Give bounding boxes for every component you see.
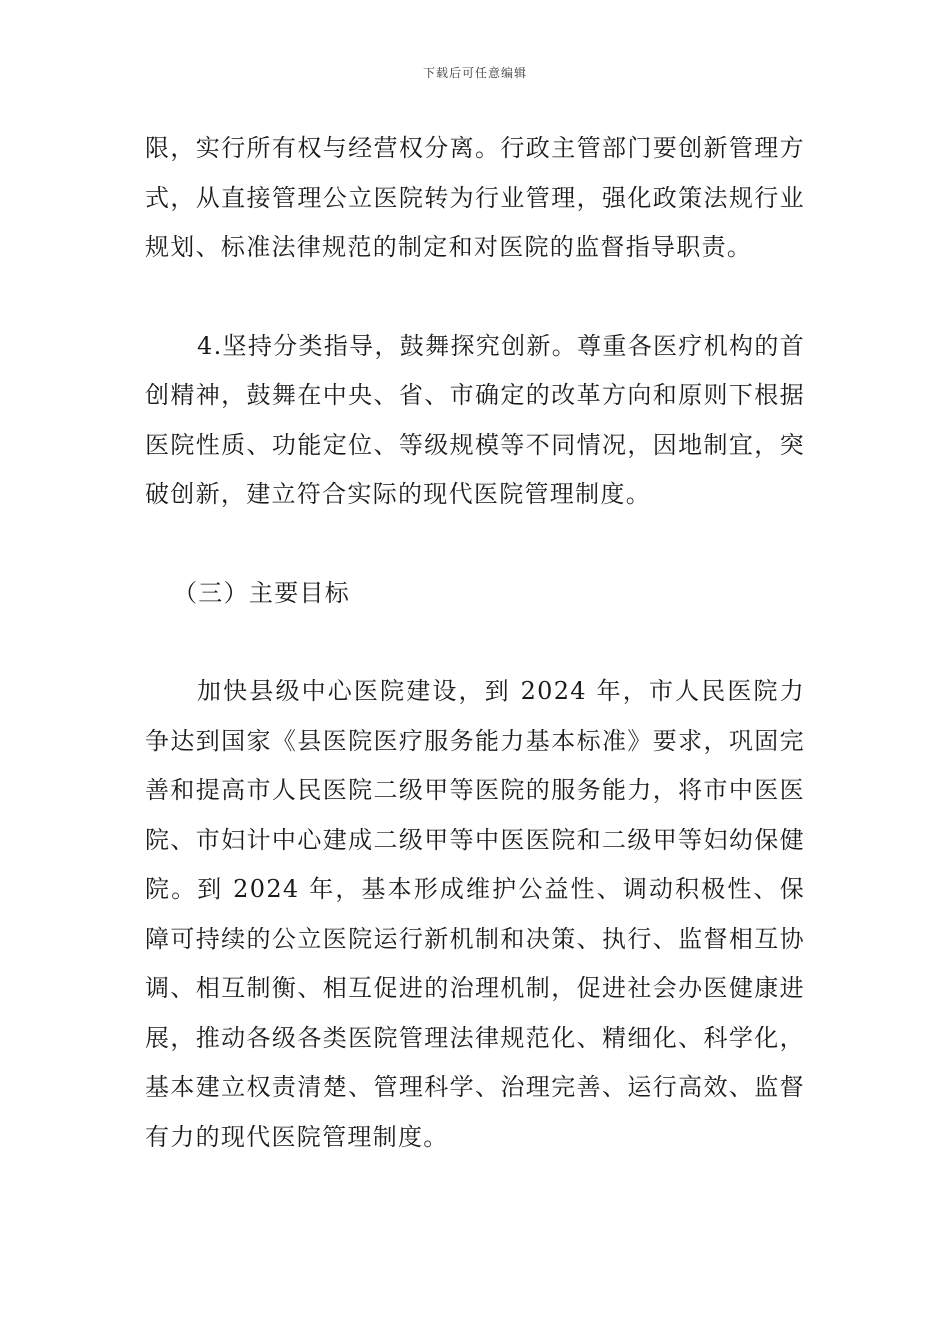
document-body (145, 124, 805, 1162)
paragraph-gap (145, 520, 805, 569)
paragraph-continuation: 限，实行所有权与经营权分离。行政主管部门要创新管理方式，从直接管理公立医院转为行业管理，强化政策法规行业规划、标准法律规范的制定和对医院的监督指导职责。 (145, 134, 805, 261)
paragraph-gap (145, 618, 805, 667)
paragraph-main-goals: 加快县级中心医院建设，到 2024 年，市人民医院力争达到国家《县医院医疗服务能力基本标准》要求，巩固完善和提高市人民医院二级甲等医院的服务能力，将市中医医院、市妇计中心建成二级甲等中医医院和二级甲等妇幼保健院。到 2024 年，基本形成维护公益性、调动积极性、保障可持续的公立医院运行新机制和决策、执行、监督相互协调、相互制衡、相互促进的治理机制，促进社会办医健康进展，推动各级各类医院管理法律规范化、精细化、科学化，基本建立权责清楚、管理科学、治理完善、运行高效、监督有力的现代医院管理制度。 (145, 677, 805, 1151)
paragraph-gap (145, 273, 805, 322)
section-heading-main-goals: （三）主要目标 (173, 578, 351, 607)
page-header-note: 下载后可任意编辑 (422, 66, 527, 80)
paragraph-item-4: 4.坚持分类指导，鼓舞探究创新。尊重各医疗机构的首创精神，鼓舞在中央、省、市确定的改革方向和原则下根据医院性质、功能定位、等级规模等不同情况，因地制宜，突破创新，建立符合实际的现代医院管理制度。 (145, 331, 805, 508)
